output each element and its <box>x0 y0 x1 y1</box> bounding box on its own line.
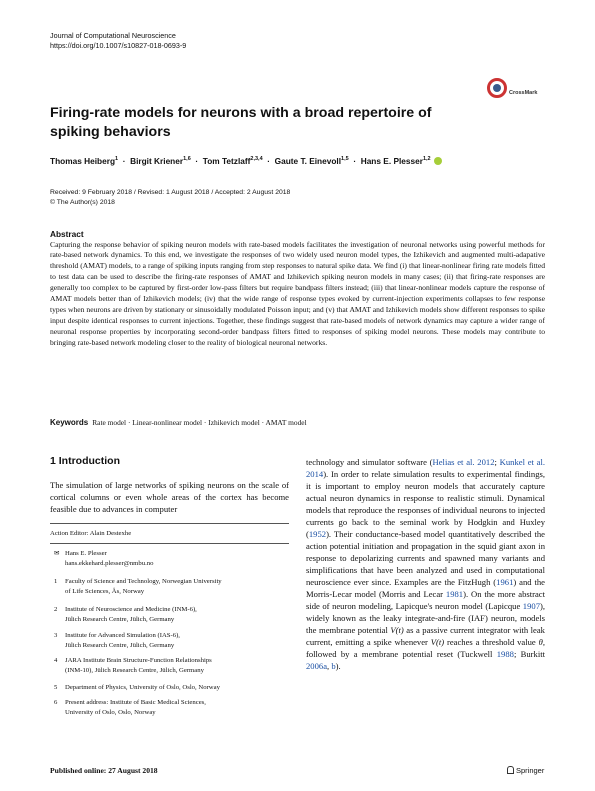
body-text: ). Their conductance-based model quantitatively described the action potential initiation and propagation in the squid giant axon in response to depolarizing currents and spawned many variants and simplifications that have been analyzed and used in computational neuroscience ever since. Examples are the FitzHugh ( <box>306 529 545 587</box>
affiliation-number: 5 <box>54 684 58 691</box>
body-text: reaches a threshold value <box>444 637 539 647</box>
math-symbol: V(t) <box>390 625 404 635</box>
action-editor: Action Editor: Alain Destexhe <box>50 530 132 537</box>
author-separator: · <box>351 156 359 166</box>
author-affiliation-marker: 1,6 <box>183 156 191 163</box>
crossmark-label: CrossMark <box>509 90 538 96</box>
citation-link[interactable]: Helias et al. 2012 <box>432 457 495 467</box>
body-text: ; Burkitt <box>513 649 545 659</box>
citation-link[interactable]: 1907 <box>522 601 540 611</box>
section-heading-introduction: 1 Introduction <box>50 455 120 467</box>
affiliation-line: Hans E. Plesser <box>65 550 107 557</box>
journal-header <box>50 31 186 51</box>
body-text: , <box>327 661 332 671</box>
affiliation-line: Jülich Research Centre, Jülich, Germany <box>65 615 175 623</box>
author-separator: · <box>193 156 201 166</box>
affiliation-line: hans.ekkehard.plesser@nmbu.no <box>65 559 154 567</box>
affiliation-text <box>65 631 289 650</box>
author-list <box>50 156 442 166</box>
crossmark-badge[interactable] <box>487 78 547 100</box>
author-name[interactable]: Thomas Heiberg <box>50 156 116 166</box>
crossmark-icon <box>487 78 507 98</box>
author-separator: · <box>264 156 273 166</box>
affiliation-text <box>65 605 289 624</box>
author-affiliation-marker: 1,5 <box>341 156 349 163</box>
affiliation-number: 1 <box>54 578 58 585</box>
published-date: Published online: 27 August 2018 <box>50 766 158 775</box>
affiliation-text <box>65 683 289 693</box>
citation-link[interactable]: 1988 <box>496 649 514 659</box>
body-text: ). <box>335 661 341 671</box>
affiliation-text[interactable] <box>65 549 289 568</box>
doi-link[interactable]: https://doi.org/10.1007/s10827-018-0693-9 <box>50 41 187 50</box>
copyright-line: © The Author(s) 2018 <box>50 198 115 206</box>
body-text: as a passive current integrator with leak current, emitting a spike whenever <box>306 625 545 647</box>
affiliation-text <box>65 656 289 675</box>
affiliation-line: JARA Institute Brain Structure-Function Relationships <box>65 657 212 664</box>
keywords <box>50 418 307 427</box>
affiliation-line: Jülich Research Centre, Jülich, Germany <box>65 641 175 649</box>
history-dates: Received: 9 February 2018 / Revised: 1 August 2018 / Accepted: 2 August 2018 <box>50 189 291 196</box>
citation-link[interactable]: 1981 <box>445 589 464 599</box>
affiliation-text <box>65 577 289 596</box>
body-text: technology and simulator software ( <box>306 457 433 467</box>
author-name[interactable]: Hans E. Plesser <box>360 156 423 166</box>
author-affiliation-marker: 1 <box>115 156 119 163</box>
affiliation-line: Present address: Institute of Basic Medical Sciences, <box>65 699 206 706</box>
affiliation-line: Department of Physics, University of Oslo, Oslo, Norway <box>65 684 220 691</box>
citation-link[interactable]: b <box>331 661 336 671</box>
citation-link[interactable]: 1961 <box>496 577 514 587</box>
journal-name: Journal of Computational Neuroscience <box>50 31 176 40</box>
abstract-heading: Abstract <box>50 229 84 239</box>
math-symbol: V(t) <box>430 637 445 647</box>
author-name[interactable]: Tom Tetzlaff <box>202 156 251 166</box>
keywords-list: Rate model · Linear-nonlinear model · Izhikevich model · AMAT model <box>92 418 307 427</box>
intro-text-right <box>306 456 545 672</box>
intro-text-left: The simulation of large networks of spiking neurons on the scale of cortical columns or even whole areas of the cortex has become feasible due to advances in computer <box>50 480 289 514</box>
affiliation-number: 2 <box>54 606 58 613</box>
affiliation-number: 3 <box>54 632 58 639</box>
body-text: ; <box>494 457 500 467</box>
affiliation-line: (INM-10), Jülich Research Centre, Jülich, Germany <box>65 666 204 674</box>
body-text: ), widely known as the leaky integrate-and-fire (IAF) neuron, models the membrane potential <box>306 601 545 635</box>
author-affiliation-marker: 1,2 <box>422 156 431 163</box>
publisher-name: Springer <box>516 766 545 775</box>
affiliation-line: of Life Sciences, Ås, Norway <box>65 587 145 595</box>
affiliation-text <box>65 698 289 717</box>
article-dates <box>50 188 290 207</box>
affiliation-number: 4 <box>54 657 58 664</box>
citation-link[interactable]: 2006a <box>306 661 328 671</box>
paper-title: Firing-rate models for neurons with a broad repertoire of spiking behaviors <box>50 105 432 140</box>
springer-horse-icon <box>507 766 514 774</box>
affiliation-line: Faculty of Science and Technology, Norwegian University <box>65 578 222 585</box>
footnote-divider <box>50 523 289 524</box>
envelope-icon: ✉ <box>54 550 60 557</box>
math-symbol: θ <box>538 637 543 647</box>
body-text: ). On the more abstract side of neuron modeling, Lapicque's neuron model (Lapicque <box>306 589 545 611</box>
keywords-label: Keywords <box>50 418 89 427</box>
author-separator: · <box>120 156 128 166</box>
citation-link[interactable]: 1952 <box>308 529 327 539</box>
author-name[interactable]: Birgit Kriener <box>130 156 184 166</box>
affiliation-line: University of Oslo, Oslo, Norway <box>65 708 156 716</box>
affiliation-line: Institute for Advanced Simulation (IAS-6), <box>65 632 180 639</box>
orcid-icon[interactable] <box>434 157 442 165</box>
publisher-logo <box>507 766 544 775</box>
affiliation-number: 6 <box>54 699 58 706</box>
abstract-text: Capturing the response behavior of spiking neuron models with rate-based models facilitates the investigation of neuronal networks using powerful methods for rate-based network dynamics. To this end, we investigate the responses of two widely used neuron model types, the Izhikevich and augmented multi-adapative threshold (AMAT) models, to a range of spiking inputs ranging from step responses to natural spike data. We find (i) that linear-nonlinear firing rate models fitted to test data can be used to describe the firing-rate responses of AMAT and Izhikevich spiking neuron models in many cases; (ii) that firing-rate responses are generally too complex to be captured by first-order low-pass filters but require bandpass filters instead; (iii) that linear-nonlinear models capture the response of AMAT models better than of Izhikevich models; (iv) that the wide range of response types evoked by current-injection experiments collapses to few response types when neurons are driven by stationary or sinusoidally modulated Poisson input; and (v) that AMAT and Izhikevich models show different responses to spike input despite identical responses to current injections. Together, these findings suggest that rate-based models of network dynamics may capture a wider range of neuronal response properties by incorporating second-order bandpass filters fitted to responses of spiking model neurons. These models may contribute to bringing rate-based network modeling closer to the reality of biological neuronal networks. <box>50 239 545 347</box>
footnote-divider <box>50 543 289 544</box>
body-text: ). In order to relate simulation results to experimental findings, it is important to employ neuron models that accurately capture actual neuron dynamics in response to realistic stimuli. Dynamical models that reproduce the responses of individual neurons to injected currents go back to the seminal work by Hodgkin and Huxley ( <box>306 469 545 539</box>
citation-link[interactable]: Kunkel et al. 2014 <box>306 457 546 479</box>
author-name[interactable]: Gaute T. Einevoll <box>274 156 342 166</box>
body-text: ) and the Morris-Lecar model (Morris and Lecar <box>306 577 545 599</box>
author-affiliation-marker: 2,3,4 <box>250 156 263 163</box>
body-text: , followed by a membrane potential reset (Tuckwell <box>306 637 545 659</box>
affiliation-line: Institute of Neuroscience and Medicine (INM-6), <box>65 606 197 613</box>
